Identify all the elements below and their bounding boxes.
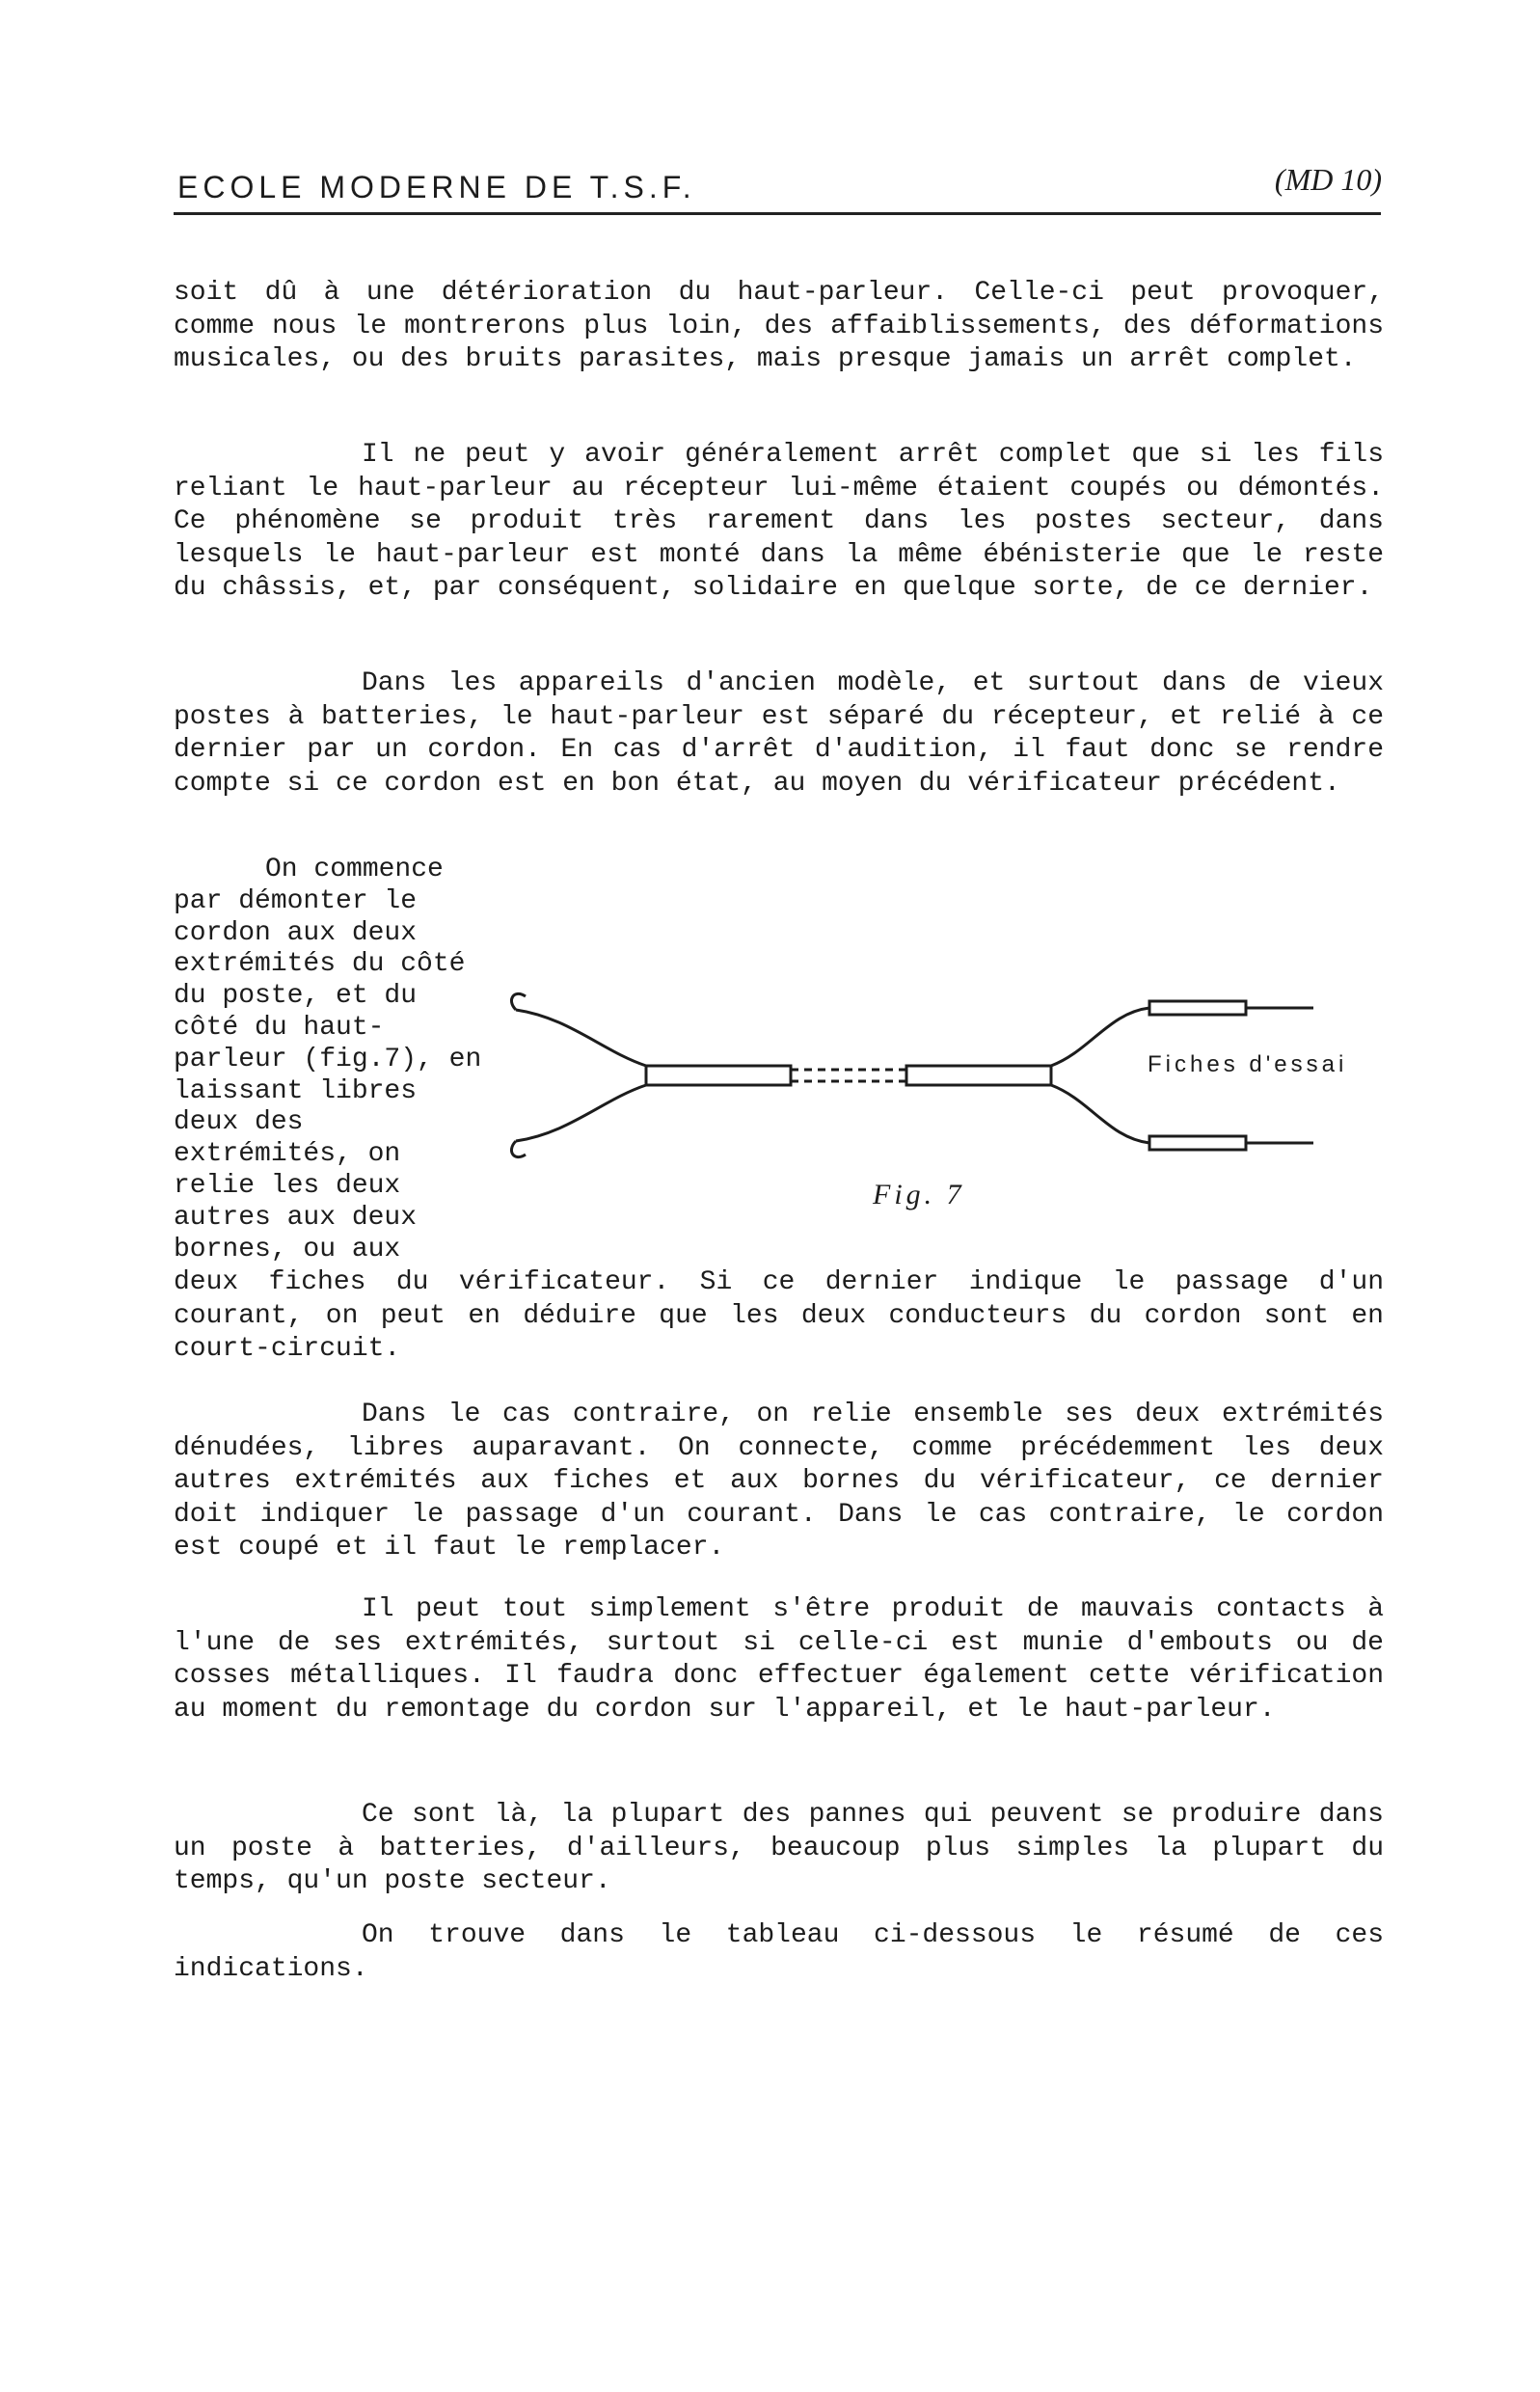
paragraph-7 (174, 1799, 1384, 1899)
figure-label-fiches: Fiches d'essai (1148, 1051, 1348, 1077)
paragraph-3-text: Dans les appareils d'ancien modèle, et surtout dans de vieux postes à batteries, le haut-parleur est séparé du récepteur, et relié à ce dernier par un cordon. En cas d'arrêt d'audition, il faut donc se rendre compte si ce cordon est en bon état, au moyen du vérificateur précédent. (174, 668, 1384, 799)
cord-sleeve-right (906, 1066, 1051, 1085)
paragraph-5-text: Dans le cas contraire, on relie ensemble ses deux extrémités dénudées, libres auparavant. On connecte, comme précédemment les deux autres extrémités aux fiches et aux bornes du vérificateur, ce dernier doit indiquer le passage d'un courant. Dans le cas contraire, le cordon est coupé et il faut le remplacer. (174, 1400, 1384, 1563)
wire-top-left (516, 1010, 646, 1066)
header-rule (174, 212, 1381, 215)
cord-diagram-svg (501, 974, 1389, 1264)
figure-7-cord-diagram (501, 974, 1389, 1264)
paragraph-8-text: On trouve dans le tableau ci-dessous le résumé de ces indications. (174, 1920, 1384, 1984)
paragraph-4-side-text: On commence par démonter le cordon aux deux extrémités du côté du poste, et du côté du haut-parleur (fig.7), en laissant libres deux des extrémités, on relie les deux autres aux deux bornes, ou aux (174, 855, 482, 1264)
paragraph-4-cont-text: deux fiches du vérificateur. Si ce dernier indique le passage d'un courant, on peut en déduire que les deux conducteurs du cordon sont en court-circuit. (174, 1267, 1384, 1364)
paragraph-1-text: soit dû à une détérioration du haut-parleur. Celle-ci peut provoquer, comme nous le montrerons plus loin, des affaiblissements, des déformations musicales, ou des bruits parasites, mais presque jamais un arrêt complet. (174, 278, 1384, 374)
probe-plug-bottom (1149, 1136, 1246, 1150)
loop-bottom (511, 1141, 526, 1157)
page-reference: (MD 10) (1274, 162, 1382, 197)
cord-sleeve-left (646, 1066, 791, 1085)
paragraph-2-text: Il ne peut y avoir généralement arrêt complet que si les fils reliant le haut-parleur au récepteur lui-même étaient coupés ou démontés. Ce phénomène se produit très rarement dans les postes secteur, dans lesquels le haut-parleur est monté dans la même ébénisterie que le reste du châssis, et, par conséquent, solidaire en quelque sorte, de ce dernier. (174, 440, 1384, 603)
paragraph-4-side-column (174, 855, 492, 1265)
figure-caption: Fig. 7 (873, 1179, 965, 1210)
wire-top-right (1051, 1008, 1149, 1066)
wire-bottom-right (1051, 1085, 1149, 1143)
paragraph-7-text: Ce sont là, la plupart des pannes qui peuvent se produire dans un poste à batteries, d'ailleurs, beaucoup plus simples la plupart du temps, qu'un poste secteur. (174, 1800, 1384, 1896)
loop-top (511, 993, 526, 1010)
wire-bottom-left (516, 1085, 646, 1141)
paragraph-6 (174, 1593, 1384, 1726)
paragraph-8 (174, 1919, 1384, 1986)
school-title: ECOLE MODERNE DE T.S.F. (177, 170, 696, 204)
paragraph-2 (174, 439, 1384, 606)
probe-plug-top (1149, 1001, 1246, 1015)
paragraph-6-text: Il peut tout simplement s'être produit de mauvais contacts à l'une de ses extrémités, surtout si celle-ci est munie d'embouts ou de cosses métalliques. Il faudra donc effectuer également cette vérification au moment du remontage du cordon sur l'appareil, et le haut-parleur. (174, 1594, 1384, 1725)
paragraph-4-continuation (174, 1266, 1384, 1367)
paragraph-1 (174, 277, 1384, 377)
paragraph-5 (174, 1399, 1384, 1565)
paragraph-3 (174, 667, 1384, 801)
